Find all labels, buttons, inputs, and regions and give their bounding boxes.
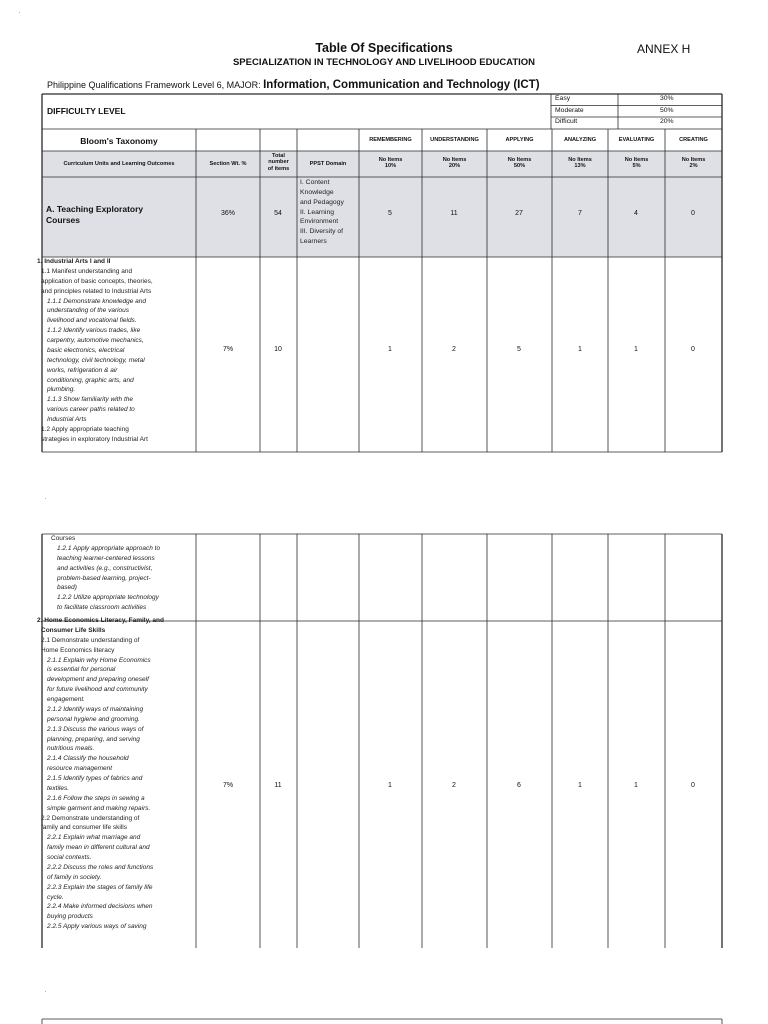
col-items-label: No Items	[507, 157, 532, 163]
row-1-creating: 0	[691, 346, 695, 353]
outcome-line: problem-based learning, project-	[57, 574, 151, 582]
outcome-line: 2. Home Economics Literacy, Family, and	[37, 617, 164, 624]
ppst-line: III. Diversity of	[300, 228, 344, 236]
difficulty-moderate-label: Moderate	[555, 106, 584, 114]
outcome-line: 2.2.3 Explain the stages of family life	[47, 883, 153, 891]
section-a-analyzing: 7	[578, 210, 582, 217]
outcome-line: engagement.	[47, 696, 85, 703]
outcome-line: works, refrigeration & air	[47, 366, 118, 374]
difficulty-easy-pct: 30%	[660, 95, 674, 102]
outcome-line: family and consumer life skills	[41, 824, 127, 832]
row-1-analyzing: 1	[578, 346, 582, 353]
outcome-line: resource management	[47, 765, 113, 773]
outcome-line: 1.2 Apply appropriate teaching	[41, 425, 129, 433]
scan-speck: ·	[44, 987, 47, 996]
blooms-analyzing: ANALYZING	[563, 137, 597, 143]
ppst-line: and Pedagogy	[300, 198, 344, 206]
outcome-line: 2.2 Demonstrate understanding of	[41, 814, 140, 822]
outcome-line: of family in society.	[47, 873, 102, 881]
section-a-understanding: 11	[450, 210, 458, 217]
col-items-pct: 50%	[513, 163, 526, 170]
outcome-line: 2.1.6 Follow the steps in sewing a	[47, 794, 145, 802]
outcome-line: planning, preparing, and serving	[47, 735, 140, 743]
outcome-line: 2.2.5 Apply various ways of saving	[47, 923, 147, 931]
outcome-line: application of basic concepts, theories,	[41, 277, 153, 285]
scan-speck: ·	[44, 494, 47, 503]
blooms-understanding: UNDERSTANDING	[430, 137, 479, 143]
section-a-weight: 36%	[220, 210, 235, 217]
document-title: Table Of Specifications	[315, 41, 453, 55]
annex-label: ANNEX H	[637, 42, 691, 56]
col-items-applying	[487, 157, 552, 170]
section-a-remembering: 5	[388, 210, 392, 217]
section-a-title-line2: Courses	[46, 214, 81, 225]
outcome-line: Courses	[51, 535, 76, 542]
outcome-line: and activities (e.g., constructivist,	[57, 564, 153, 572]
outcome-line: based)	[57, 584, 77, 592]
outcome-line: social contexts.	[47, 854, 92, 861]
row-1-applying: 5	[517, 346, 521, 353]
col-items-pct: 20%	[448, 163, 461, 170]
row-2-creating: 0	[691, 782, 695, 789]
outcome-line: 2.1.1 Explain why Home Economics	[47, 656, 151, 664]
row-2-analyzing: 1	[578, 782, 582, 789]
outcome-line: 1.1 Manifest understanding and	[41, 267, 133, 275]
outcome-line: 1.2.1 Apply appropriate approach to	[57, 544, 161, 552]
col-total-line2: number	[268, 159, 289, 166]
blooms-creating: CREATING	[679, 137, 708, 143]
difficulty-easy-label: Easy	[555, 95, 571, 102]
outcome-line: personal hygiene and grooming.	[47, 715, 140, 723]
ppst-line: Knowledge	[300, 188, 334, 196]
row-2-applying: 6	[517, 782, 521, 789]
outcome-line: cycle.	[47, 893, 64, 901]
ppst-line: II. Learning	[300, 208, 335, 216]
row-2-outcomes	[37, 616, 164, 932]
outcome-line: various career paths related to	[47, 406, 135, 414]
section-a-title	[46, 204, 143, 225]
difficulty-moderate-pct: 50%	[660, 106, 674, 114]
blooms-taxonomy-label: Bloom's Taxonomy	[80, 136, 158, 146]
row-1-evaluating: 1	[634, 346, 638, 353]
row-1-remembering: 1	[388, 346, 392, 353]
outcome-line: 1.1.1 Demonstrate knowledge and	[47, 297, 147, 305]
ppst-line: Environment	[300, 218, 339, 226]
outcome-line: development and preparing oneself	[47, 676, 149, 684]
outcome-line: livelihood and vocational fields.	[47, 317, 137, 325]
col-items-label: No Items	[681, 157, 706, 163]
col-items-analyzing	[552, 157, 608, 170]
blooms-applying: APPLYING	[505, 137, 534, 143]
outcome-line: is essential for personal	[47, 666, 116, 674]
outcome-line: technology, civil technology, metal	[47, 356, 145, 364]
col-items-pct: 13%	[574, 163, 586, 170]
document-subtitle: SPECIALIZATION IN TECHNOLOGY AND LIVELIHOOD EDUCATION	[232, 57, 536, 68]
outcome-line: 2.1.4 Classify the household	[47, 755, 129, 763]
outcome-line: 2.2.2 Discuss the roles and functions	[47, 863, 154, 871]
col-items-pct: 5%	[632, 163, 641, 170]
outcome-line: Consumer Life Skills	[41, 626, 106, 634]
outcome-line: buying products	[47, 913, 93, 921]
blooms-remembering: REMEMBERING	[369, 137, 412, 143]
col-items-remembering	[359, 157, 422, 170]
outcome-line: Industrial Arts	[47, 416, 87, 423]
row-2-remembering: 1	[388, 782, 392, 789]
col-items-pct: 2%	[689, 163, 698, 170]
outcome-line: Home Economics literacy	[41, 646, 115, 654]
blooms-evaluating: EVALUATING	[618, 137, 655, 143]
row-1-total: 10	[274, 346, 282, 353]
col-items-pct: 10%	[384, 163, 397, 170]
pqf-prefix: Philippine Qualifications Framework Level 6, MAJOR:	[47, 80, 261, 90]
outcome-line: conditioning, graphic arts, and	[47, 376, 134, 384]
ppst-line: Learners	[300, 238, 327, 246]
row-1-weight: 7%	[222, 346, 234, 353]
outcome-line: for future livelihood and community	[47, 686, 148, 694]
row-2-understanding: 2	[452, 782, 456, 789]
outcome-line: 2.1.5 Identify types of fabrics and	[47, 775, 143, 782]
row-2-weight: 7%	[222, 782, 234, 789]
outcome-line: to facilitate classroom activities	[57, 604, 147, 612]
outcome-line: plumbing.	[47, 386, 76, 394]
row-1-understanding: 2	[452, 346, 456, 353]
col-total-line3: of items	[267, 165, 290, 172]
outcome-line: 1.1.2 Identify various trades, like	[47, 327, 141, 335]
col-items-creating	[665, 157, 722, 170]
section-a-ppst	[300, 178, 344, 247]
difficulty-difficult-label: Difficult	[555, 118, 578, 125]
scan-speck: ·	[18, 8, 21, 17]
outcome-line: and principles related to Industrial Arts	[41, 287, 152, 295]
col-total-items	[260, 153, 297, 172]
col-items-evaluating	[608, 157, 665, 170]
col-items-label: No Items	[442, 157, 467, 163]
outcome-line: 1.1.3 Show familiarity with the	[47, 396, 133, 404]
row-2-evaluating: 1	[634, 782, 638, 789]
outcome-line: family mean in different cultural and	[47, 844, 150, 852]
outcome-line: simple garment and making repairs.	[47, 804, 151, 812]
section-a-title-line1: A. Teaching Exploratory	[46, 204, 144, 214]
outcome-line: 1.2.2 Utilize appropriate technology	[57, 594, 159, 602]
outcome-line: 2.2.1 Explain what marriage and	[47, 834, 141, 842]
col-items-label: No Items	[568, 157, 592, 163]
outcome-line: basic electronics, electrical	[47, 346, 125, 354]
col-items-label: No Items	[378, 157, 403, 163]
outcome-line: textiles.	[47, 784, 70, 792]
outcome-line: 2.1 Demonstrate understanding of	[41, 636, 140, 644]
col-ppst-domain: PPST Domain	[309, 161, 347, 167]
outcome-line: 2.2.4 Make informed decisions when	[47, 903, 153, 911]
pqf-major: Information, Communication and Technology (ICT)	[263, 79, 540, 91]
outcome-line: 2.1.3 Discuss the various ways of	[47, 725, 144, 733]
outcome-line: understanding of the various	[47, 307, 130, 315]
col-items-understanding	[422, 157, 487, 170]
difficulty-level-label: DIFFICULTY LEVEL	[47, 106, 126, 116]
section-a-creating: 0	[691, 210, 695, 217]
col-total-line1: Total	[272, 153, 285, 159]
section-a-applying: 27	[515, 210, 523, 217]
outcome-line: carpentry, automotive mechanics,	[47, 337, 144, 344]
outcome-line: 1. Industrial Arts I and II	[37, 258, 111, 265]
col-items-label: No Items	[624, 157, 649, 163]
difficulty-difficult-pct: 20%	[660, 118, 674, 125]
outcome-line: nutritious meals.	[47, 745, 95, 753]
row-1-continued	[47, 534, 160, 613]
section-a-evaluating: 4	[634, 210, 638, 217]
section-a-total: 54	[274, 210, 282, 217]
outcome-line: 2.1.2 Identify ways of maintaining	[47, 705, 144, 713]
row-2-total: 11	[274, 782, 282, 789]
ppst-line: I. Content	[300, 179, 330, 186]
outcome-line: strategies in exploratory Industrial Art	[41, 435, 148, 443]
row-1-outcomes	[37, 257, 153, 445]
outcome-line: teaching learner-centered lessons	[57, 554, 155, 562]
col-section-wt: Section Wt. %	[209, 161, 247, 167]
col-units: Curriculum Units and Learning Outcomes	[63, 161, 175, 167]
